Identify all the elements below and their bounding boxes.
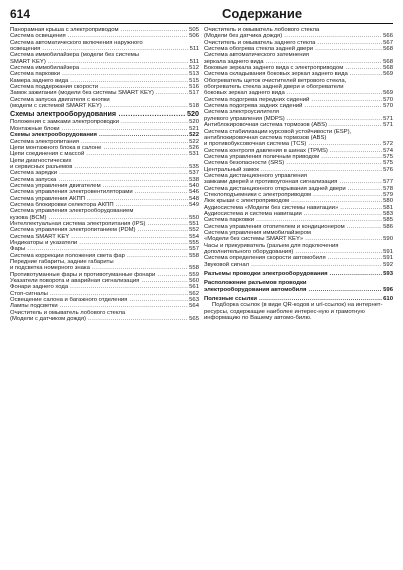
toc-entry-line: Система автоматического затемнения (204, 52, 309, 59)
toc-page-number: 596 (383, 286, 393, 293)
toc-page-number: 586 (383, 223, 393, 230)
toc-entry-title: освещения ..... (10, 46, 189, 52)
toc-entry-title: Освещение салона и багажного отделения ..... (10, 297, 188, 303)
toc-entry-title: Аудиосистема «Модели без системы навигации» ..... (204, 205, 382, 211)
toc-page-number: 531 (189, 151, 199, 158)
toc-page-number: 563 (189, 297, 199, 304)
toc-page-number: 561 (189, 284, 199, 291)
toc-entry-title: Система подогрева задних сидений ..... (204, 103, 382, 109)
toc-entry-title: Система парковки ..... (204, 217, 382, 223)
toc-page-number: 568 (383, 65, 393, 72)
toc-left-column (10, 27, 199, 322)
toc-entry-title: Система освещения ..... (10, 33, 188, 39)
toc-entry[interactable] (10, 103, 199, 109)
toc-entry-title: Система запуска ..... (10, 177, 188, 183)
toc-page-number: 521 (189, 125, 199, 132)
toc-entry-title: Камера заднего вида ..... (10, 78, 188, 84)
toc-entry-title: и сервисных разъемов ..... (10, 164, 188, 170)
toc-entry-title: Система управления электровентиляторами ..... (10, 189, 188, 195)
toc-entry-title: Люк крыши с электроприводом ..... (204, 198, 382, 204)
toc-page-number: 517 (189, 90, 199, 97)
toc-entry-line: Часы и прикуриватель (разъем для подключения (204, 242, 339, 249)
toc-entry-title: Цепи соединения с массой ..... (10, 151, 188, 157)
toc-entry-line: Цепи диагностических (10, 157, 72, 164)
toc-entry-title: Антиблокировочная система тормозов (ABS) ..... (204, 122, 382, 128)
toc-page-number: 537 (189, 170, 199, 177)
toc-entry[interactable] (204, 262, 393, 268)
toc-entry-title: Система обогрева стекла задней двери ..... (204, 46, 382, 52)
toc-entry-line: Очиститель и омыватель лобового стекла (204, 27, 320, 33)
toc-entry-title: Система коррекции положения света фар ..... (10, 253, 188, 259)
toc-entry-title: Схемы электрооборудования ..... (10, 110, 186, 118)
toc-entry-title: Система контроля давления в шинах (TPMS) ..... (204, 148, 382, 154)
toc-entry-line: Передние габариты, задние габариты (10, 259, 114, 266)
toc-entry-title: Система подогрева передних сидений ..... (204, 97, 382, 103)
toc-entry-title: Положения с замками электропроводки ..... (10, 119, 188, 125)
toc-page-number: 554 (189, 233, 199, 240)
toc-heading-line: Расположение разъемов проводки (204, 280, 307, 287)
toc-entry-title: (Модели без датчика дождя) ..... (204, 33, 382, 39)
toc-entry-title: Боковые зеркала заднего вида с электроприводом ..... (204, 65, 382, 71)
toc-page-number: 590 (383, 236, 393, 243)
toc-entry-title: Система SMART KEY ..... (10, 234, 188, 240)
toc-page-number: 580 (383, 198, 393, 205)
toc-entry-title: (Модели с датчиком дождя) ..... (10, 316, 188, 322)
toc-entry-title: Противотуманные фары и противотуманные фонари ..... (10, 272, 188, 278)
toc-entry-title: Система электропитания ..... (10, 139, 188, 145)
toc-page-number: 526 (189, 144, 199, 151)
toc-entry-title: Система парковки ..... (10, 71, 188, 77)
toc-entry-title: Система управления отопителем и кондиционером ..... (204, 224, 382, 230)
toc-entry-title: Система управления электропитанием (PDM) ..... (10, 227, 188, 233)
toc-entry-title: Фары ..... (10, 246, 188, 252)
toc-entry-title: Очиститель и омыватель заднего стекла ..... (204, 40, 382, 46)
toc-entry[interactable] (204, 271, 393, 277)
toc-page-number: 559 (189, 271, 199, 278)
toc-entry-title: Указатели поворота и аварийная сигнализация ..... (10, 278, 188, 284)
header-rule (10, 23, 393, 24)
toc-page-number: 578 (383, 185, 393, 192)
toc-entry-title: Аудиосистема и система навигации ..... (204, 211, 382, 217)
toc-entry[interactable] (10, 316, 199, 322)
toc-page-number: 548 (189, 195, 199, 202)
toc-page-number: 575 (383, 153, 393, 160)
toc-entry-title: Система блокировки селектора АКПП ..... (10, 202, 188, 208)
toc-entry-title: Система иммобилайзера ..... (10, 65, 188, 71)
toc-page-number: 585 (383, 217, 393, 224)
toc-entry-title: Система управления поличным приводом ..... (204, 154, 382, 160)
page-title: Содержание (222, 6, 303, 21)
toc-page-number: 558 (189, 252, 199, 259)
toc-entry[interactable] (204, 71, 393, 77)
toc-entry-title: Система дистанционного открывания задней двери ..... (204, 186, 382, 192)
toc-entry-title: электрооборудования автомобиля ..... (204, 287, 382, 293)
toc-page-number: 518 (189, 103, 199, 110)
toc-page-number: 565 (189, 316, 199, 323)
toc-page-number: 520 (187, 109, 199, 119)
toc-page-number: 577 (383, 179, 393, 186)
toc-page-number: 567 (383, 39, 393, 46)
toc-page-number: 569 (383, 90, 393, 97)
toc-entry-line: Обогреватель щеток очистителей ветрового стекла, (204, 77, 347, 84)
toc-entry-title: зеркала заднего вида ..... (204, 59, 382, 65)
toc-page-number: 571 (383, 115, 393, 122)
toc-entry-title: Индикаторы и указатели ..... (10, 240, 188, 246)
toc-entry-title: (модели с системой SMART KEY) ..... (10, 103, 188, 109)
toc-entry-title: Монтажные блоки ..... (10, 126, 188, 132)
toc-entry-title: дополнительного оборудования) ..... (204, 249, 382, 255)
toc-entry-line: Система дистанционного управления (204, 172, 307, 179)
toc-entry-title: Система безопасности (SRS) ..... (204, 160, 382, 166)
toc-entry[interactable] (10, 90, 199, 96)
toc-entry[interactable] (10, 151, 199, 157)
toc-entry-title: Звуковой сигнал ..... (204, 262, 382, 268)
toc-page-number: 574 (383, 147, 393, 154)
toc-page-number: 540 (189, 182, 199, 189)
toc-entry-title: Система управления двигателем ..... (10, 183, 188, 189)
toc-page-number: 555 (189, 240, 199, 246)
toc-page-number: 562 (189, 290, 199, 297)
toc-page-number: 566 (383, 33, 393, 40)
toc-page-number: 568 (383, 46, 393, 53)
toc-entry-title: SMART KEY) ..... (10, 59, 189, 65)
toc-entry-title: Система определения скорости автомобиля ..... (204, 255, 382, 261)
toc-entry-title: Система поддержания скорости ..... (10, 84, 188, 90)
toc-page-number: 572 (383, 141, 393, 148)
toc-page-number: 522 (189, 132, 199, 139)
toc-page-number: 551 (189, 220, 199, 227)
toc-page-number: 591 (383, 255, 393, 262)
toc-entry[interactable] (10, 303, 199, 309)
toc-page-number: 593 (383, 271, 393, 278)
toc-entry-title: Интеллектуальная система электропитания (IPS) ..... (10, 221, 188, 227)
toc-entry[interactable] (10, 33, 199, 39)
toc-page-number: 592 (383, 261, 393, 268)
toc-entry-title: боковых зеркал заднего вида ..... (204, 90, 382, 96)
toc-page-number: 552 (189, 227, 199, 234)
toc-page-number: 569 (383, 71, 393, 78)
toc-page-number: 579 (383, 191, 393, 198)
toc-entry[interactable] (204, 236, 393, 242)
toc-page-number: 560 (189, 278, 199, 285)
toc-entry-title: и подсветка номерного знака ..... (10, 265, 188, 271)
toc-page-number: 516 (189, 84, 199, 91)
toc-entry-title: Фонари заднего хода ..... (10, 284, 188, 290)
toc-entry-line: Система иммобилайзера (модели без системы (10, 52, 139, 59)
toc-entry-line: обогреватель стекла задней двери и обогреватели (204, 84, 344, 91)
toc-page-number: 610 (383, 296, 393, 303)
toc-entry-title: Лампы подсветки ..... (10, 303, 188, 309)
toc-entry-line: Система стабилизации курсовой устойчивости (ESP), (204, 128, 352, 135)
toc-page-number: 511 (189, 58, 199, 65)
toc-entry-title: Панорамная крыша с электроприводом ..... (10, 27, 188, 33)
toc-page-number: 570 (383, 96, 393, 103)
toc-entry-title: Стеклоподъемники с электроприводом ..... (204, 192, 382, 198)
toc-entry-title: Разъемы проводки электрооборудования ..... (204, 271, 382, 277)
toc-entry-line: Система электроусилителя (204, 109, 279, 116)
toc-page-number: 571 (383, 122, 393, 129)
toc-page-number: 522 (189, 138, 199, 145)
toc-entry-title: Стоп-сигналы ..... (10, 291, 188, 297)
toc-page-number: 550 (189, 214, 199, 221)
toc-entry-title: «Модели без системы SMART KEY» ..... (204, 236, 382, 242)
toc-page-number: 546 (189, 189, 199, 196)
toc-entry-title: замками дверей и противоугонная сигнализация ..... (204, 179, 382, 185)
toc-page-number: 511 (189, 46, 199, 53)
toc-page-number: 520 (189, 119, 199, 126)
toc-entry-title: и противобуксовочная система (TCS) ..... (204, 141, 382, 147)
toc-page-number: 506 (189, 33, 199, 40)
toc-page-number: 581 (383, 204, 393, 211)
toc-entry[interactable] (204, 287, 393, 293)
toc-entry-title: Схемы электрооборудования ..... (10, 132, 188, 138)
toc-page-number: 512 (189, 65, 199, 72)
toc-entry-title: Система зарядки ..... (10, 170, 188, 176)
toc-entry-line: антиблокировочная система тормозов (ABS) (204, 134, 327, 141)
toc-page-number: 576 (383, 166, 393, 173)
toc-page-number: 513 (189, 71, 199, 78)
toc-page-number: 549 (189, 201, 199, 208)
toc-entry-title: кузова (BCM) ..... (10, 215, 188, 221)
toc-entry-line: Система автоматического включения наружного (10, 39, 143, 46)
toc-page-number: 558 (189, 265, 199, 272)
toc-page-number: 591 (383, 249, 393, 256)
toc-entry[interactable] (204, 167, 393, 173)
toc-page-number: 535 (189, 163, 199, 170)
toc-entry[interactable] (204, 122, 393, 128)
toc-right-column (204, 27, 393, 321)
page-number: 614 (10, 7, 31, 21)
toc-page-number: 557 (189, 246, 199, 253)
toc-page-number: 564 (189, 303, 199, 310)
toc-entry-line: Очиститель и омыватель лобового стекла (10, 309, 126, 316)
toc-entry-line: Система управления иммобилайзером (204, 230, 311, 236)
toc-entry-title: Система управления АКПП ..... (10, 196, 188, 202)
toc-page-number: 568 (383, 58, 393, 65)
toc-entry-title: Замок зажигания (модели без системы SMART KEY) ..... (10, 90, 188, 96)
toc-page-number: 583 (383, 210, 393, 217)
toc-entry-title: Центральный замок ..... (204, 167, 382, 173)
toc-section[interactable] (10, 110, 199, 118)
toc-entry-title: рулевого управления (MDPS) ..... (204, 116, 382, 122)
toc-entry-title: Цепи монтажного блока в салоне ..... (10, 145, 188, 151)
toc-description: Подборка ссылок (в виде QR-кодов и url-ссылок) на интернет-ресурсы, содержащие наиболее интерес-ную и грамотную информацию по Вашему автомо-билю. (204, 302, 383, 322)
toc-entry-title: Полезные ссылки ..... (204, 296, 382, 302)
toc-page-number: 505 (189, 27, 199, 33)
toc-entry-title: Система складывания боковых зеркал заднего вида ..... (204, 71, 382, 77)
toc-page-number: 575 (383, 160, 393, 167)
toc-page-number: 570 (383, 103, 393, 110)
toc-entry-line: Система управления электрооборудованием (10, 208, 134, 215)
toc-page-number: 538 (189, 176, 199, 183)
toc-page-number: 515 (189, 77, 199, 84)
toc-entry-line: Система запуска двигателя с кнопки (10, 96, 110, 103)
